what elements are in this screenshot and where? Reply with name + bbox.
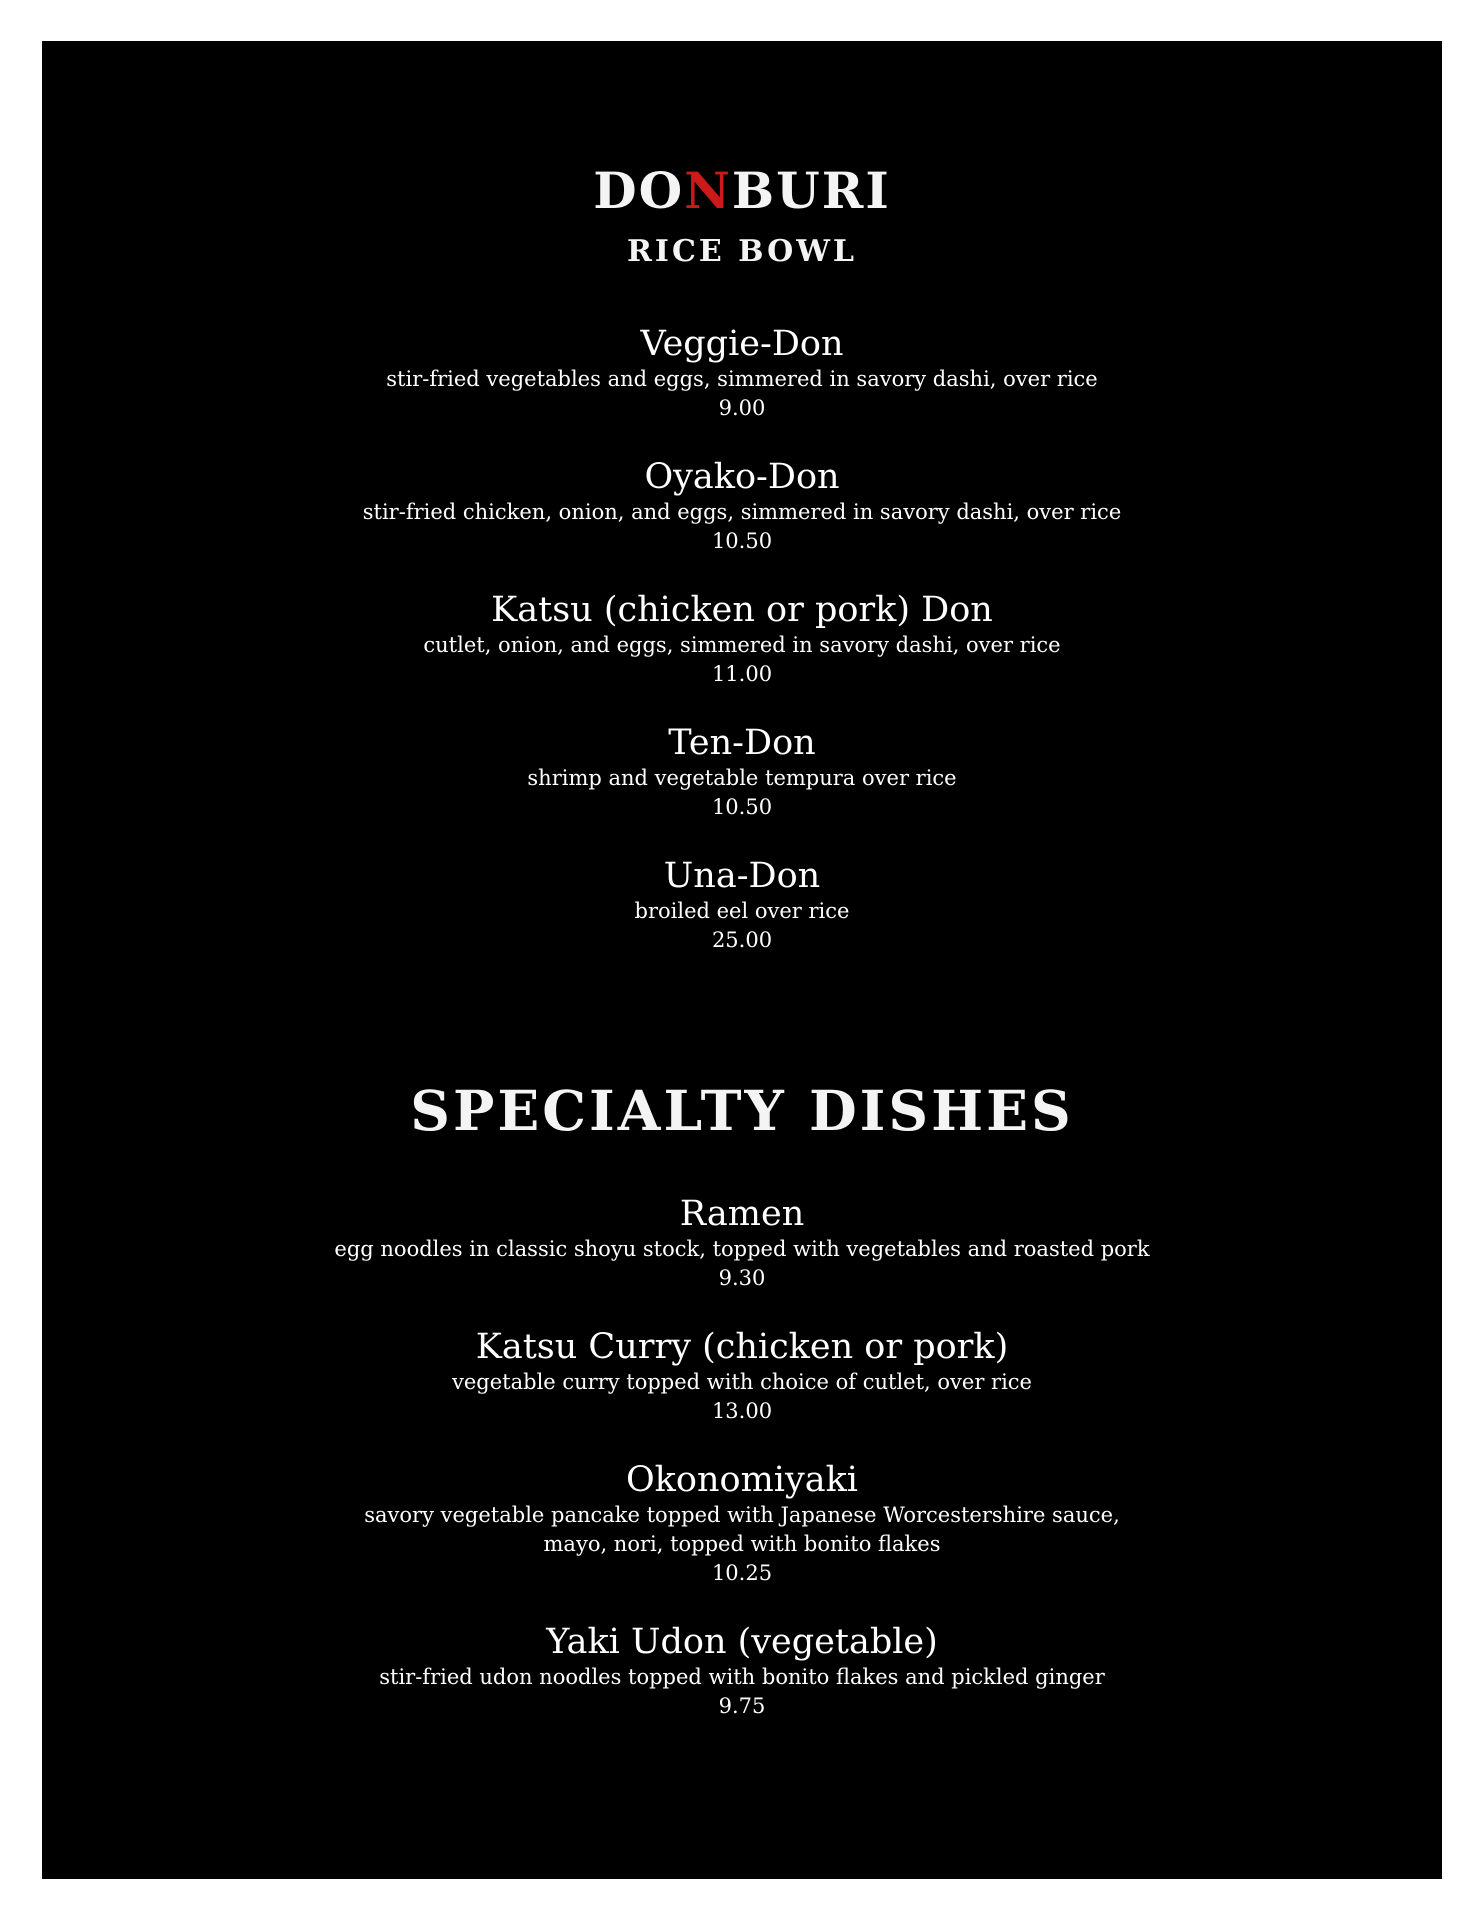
menu-item-description: vegetable curry topped with choice of cutlet, over rice <box>452 1370 1032 1394</box>
menu-item-description: stir-fried udon noodles topped with bonito flakes and pickled ginger <box>379 1665 1105 1689</box>
menu-item-description: egg noodles in classic shoyu stock, topped with vegetables and roasted pork <box>334 1237 1150 1261</box>
menu-item-description: stir-fried vegetables and eggs, simmered in savory dashi, over rice <box>386 367 1098 391</box>
menu-item <box>42 1193 1442 1326</box>
menu-item <box>42 323 1442 456</box>
donburi-title-start: DO <box>593 161 685 220</box>
menu-item-price: 10.25 <box>711 1561 773 1585</box>
menu-item-name: Okonomiyaki <box>625 1460 858 1500</box>
donburi-item-list <box>42 323 1442 988</box>
menu-item-name: Ramen <box>679 1194 805 1234</box>
menu-item <box>42 1459 1442 1621</box>
menu-item-price: 9.75 <box>718 1694 766 1718</box>
specialty-item-list <box>42 1193 1442 1754</box>
menu-item <box>42 589 1442 722</box>
menu-item-name: Veggie-Don <box>640 324 844 364</box>
menu-item-price: 13.00 <box>711 1399 773 1423</box>
donburi-section-title <box>42 161 1442 220</box>
menu-item-description: cutlet, onion, and eggs, simmered in savory dashi, over rice <box>423 633 1061 657</box>
menu-item-description: broiled eel over rice <box>634 899 850 923</box>
donburi-title-end: BURI <box>731 161 891 220</box>
menu-item-description: shrimp and vegetable tempura over rice <box>527 766 957 790</box>
menu-item <box>42 855 1442 988</box>
specialty-section-title: SPECIALTY DISHES <box>410 1078 1074 1143</box>
menu-item <box>42 1326 1442 1459</box>
menu-item-name: Katsu Curry (chicken or pork) <box>475 1327 1009 1367</box>
donburi-title-accent-letter: N <box>684 161 732 220</box>
menu-item-price: 11.00 <box>711 662 773 686</box>
menu-item-price: 10.50 <box>711 795 773 819</box>
menu-item <box>42 1621 1442 1754</box>
menu-item <box>42 722 1442 855</box>
menu-page <box>42 41 1442 1879</box>
menu-item-price: 9.00 <box>718 396 766 420</box>
menu-item-description: stir-fried chicken, onion, and eggs, simmered in savory dashi, over rice <box>362 500 1122 524</box>
menu-item-name: Katsu (chicken or pork) Don <box>491 590 993 630</box>
menu-item-description: savory vegetable pancake topped with Japanese Worcestershire sauce, mayo, nori, topped with bonito flakes <box>364 1503 1120 1556</box>
menu-item-name: Ten-Don <box>668 723 816 763</box>
menu-item-price: 10.50 <box>711 529 773 553</box>
menu-item-name: Una-Don <box>663 856 821 896</box>
donburi-section-subtitle: RICE BOWL <box>627 234 857 269</box>
menu-item-price: 25.00 <box>711 928 773 952</box>
menu-item-name: Oyako-Don <box>644 457 840 497</box>
menu-item-name: Yaki Udon (vegetable) <box>546 1622 938 1662</box>
menu-item-price: 9.30 <box>718 1266 766 1290</box>
menu-item <box>42 456 1442 589</box>
